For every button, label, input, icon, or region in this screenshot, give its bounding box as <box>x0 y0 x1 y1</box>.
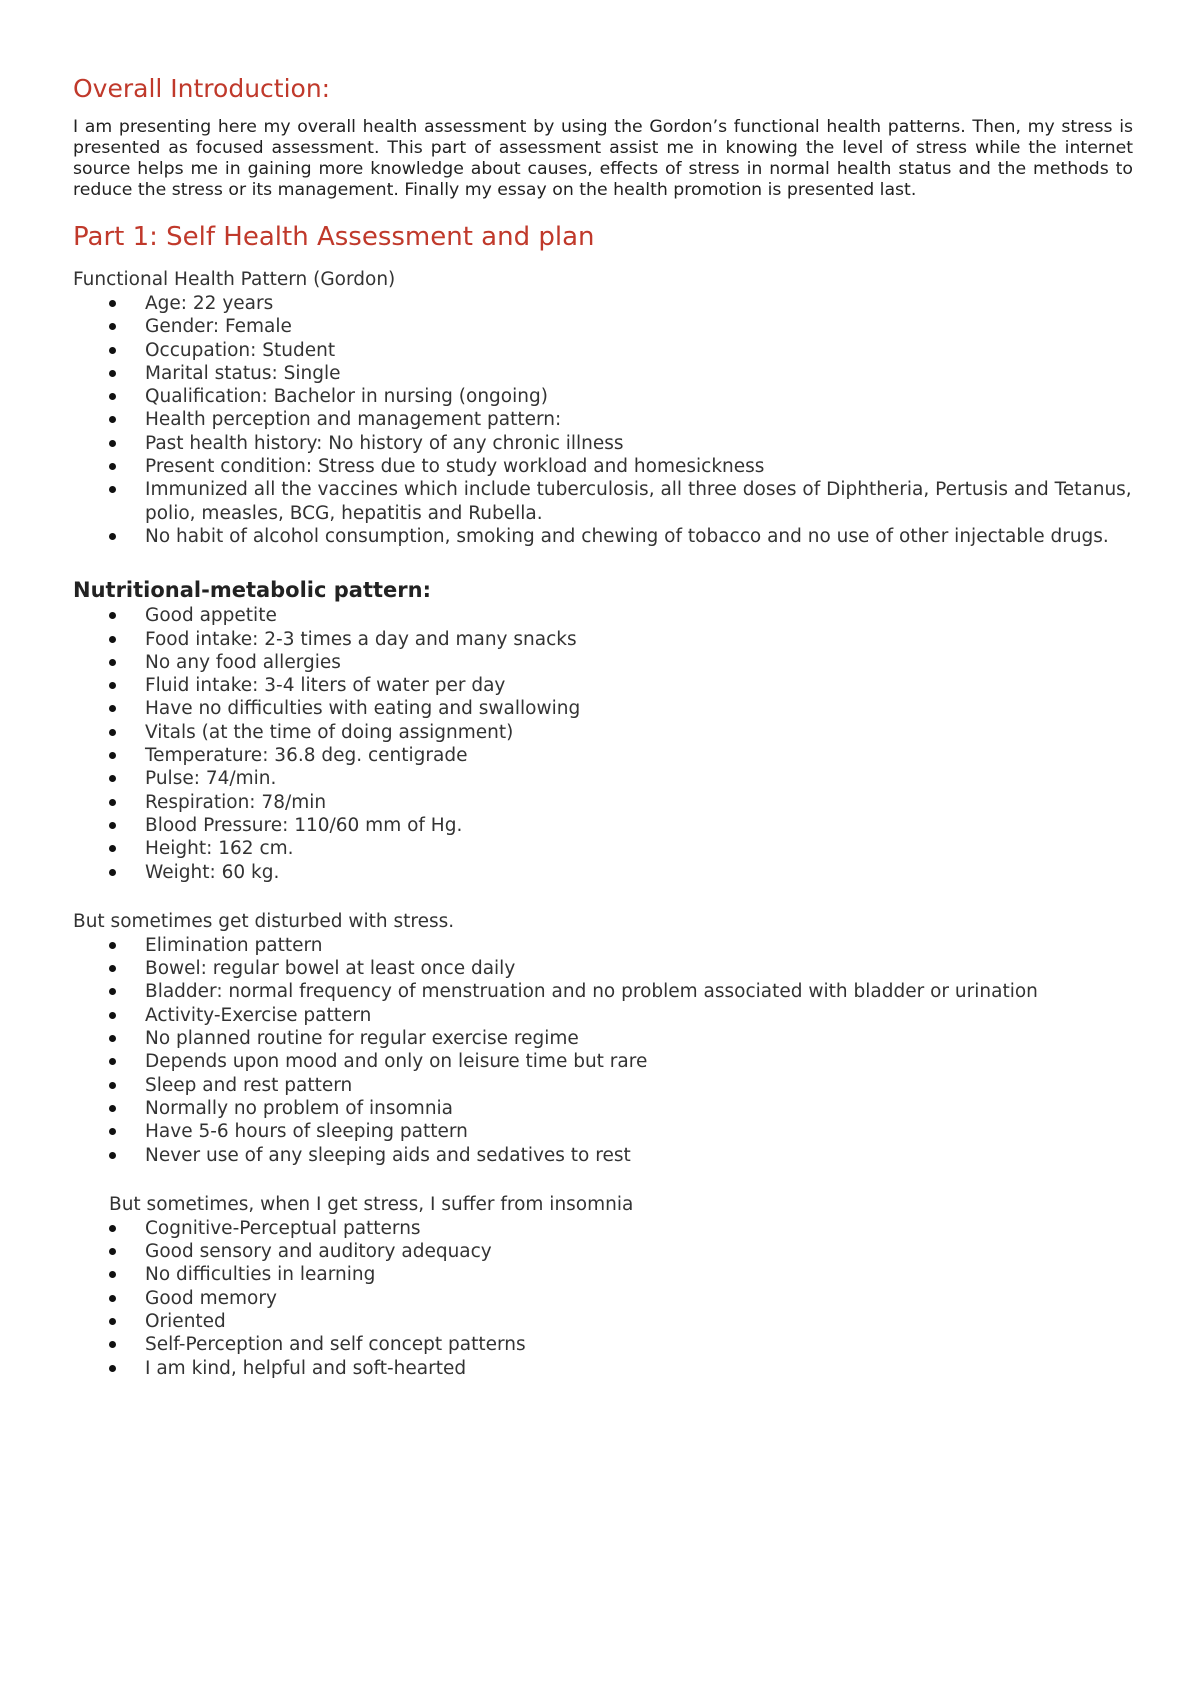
list-item-text: Never use of any sleeping aids and sedatives to rest <box>145 1144 631 1166</box>
list-item <box>73 674 1133 697</box>
bullet-icon <box>109 1225 116 1232</box>
list-item <box>73 744 1133 767</box>
list-item-text: Bowel: regular bowel at least once daily <box>145 958 516 980</box>
bullet-icon <box>109 300 116 307</box>
bullet-icon <box>109 682 116 689</box>
list-item <box>73 651 1133 674</box>
list-item <box>73 1287 1133 1310</box>
bullet-icon <box>109 1105 116 1112</box>
list-item-text: I am kind, helpful and soft-hearted <box>145 1357 467 1379</box>
list-item-text: No habit of alcohol consumption, smoking and chewing of tobacco and no use of other injectable drugs. <box>145 525 1109 547</box>
bullet-icon <box>109 988 116 995</box>
bullet-icon <box>109 965 116 972</box>
list-item-text: Good memory <box>145 1287 277 1309</box>
list-item-text: Sleep and rest pattern <box>145 1074 353 1096</box>
bullet-icon <box>109 612 116 619</box>
list-item-text: Normally no problem of insomnia <box>145 1097 454 1119</box>
list-item <box>73 315 1133 338</box>
list-item-text: Oriented <box>145 1310 226 1332</box>
list-item <box>73 339 1133 362</box>
list-item <box>73 837 1133 860</box>
list-item <box>73 1240 1133 1263</box>
bullet-icon <box>109 370 116 377</box>
list-item-text: Present condition: Stress due to study workload and homesickness <box>145 456 765 478</box>
list-item <box>73 721 1133 744</box>
bullet-icon <box>109 705 116 712</box>
list-item-text: Past health history: No history of any chronic illness <box>145 432 624 454</box>
bullet-icon <box>109 1012 116 1019</box>
list-item-text: Food intake: 2-3 times a day and many snacks <box>145 628 577 650</box>
list-item-text: Depends upon mood and only on leisure time but rare <box>145 1051 648 1073</box>
list-item-text: No difficulties in learning <box>145 1264 376 1286</box>
list-item <box>73 814 1133 837</box>
list-item <box>73 1144 1133 1167</box>
bullet-icon <box>109 323 116 330</box>
cognitive-list <box>73 1217 1133 1380</box>
bullet-icon <box>109 533 116 540</box>
list-item-text: Marital status: Single <box>145 362 341 384</box>
list-item <box>73 957 1133 980</box>
bullet-icon <box>109 1035 116 1042</box>
bullet-icon <box>109 440 116 447</box>
nutrition-note: But sometimes get disturbed with stress. <box>73 910 455 932</box>
list-item <box>73 1333 1133 1356</box>
bullet-icon <box>109 775 116 782</box>
intro-paragraph: I am presenting here my overall health assessment by using the Gordon’s functional health patterns. Then, my stress is presented as focused assessment. This part of assessment assist me in knowing the level of stress while the internet source helps me in gaining more knowledge about causes, effects of stress in normal health status and the methods to reduce the stress or its management. Finally my essay on the health promotion is presented last. <box>73 117 1133 200</box>
list-item-text: Have 5-6 hours of sleeping pattern <box>145 1121 468 1143</box>
bullet-icon <box>109 1341 116 1348</box>
bullet-icon <box>109 636 116 643</box>
list-item <box>73 1120 1133 1143</box>
elimination-list <box>73 934 1133 1167</box>
bullet-icon <box>109 347 116 354</box>
list-item <box>73 478 1133 525</box>
list-item <box>73 980 1133 1003</box>
document-content <box>73 72 1133 1380</box>
list-item-text: Fluid intake: 3-4 liters of water per day <box>145 675 506 697</box>
list-item-text: Vitals (at the time of doing assignment) <box>145 721 514 743</box>
list-item-text: Good appetite <box>145 605 277 627</box>
part1-heading: Part 1: Self Health Assessment and plan <box>73 222 595 252</box>
list-item <box>73 362 1133 385</box>
demographics-list <box>73 292 1133 408</box>
list-item <box>73 292 1133 315</box>
list-item <box>73 1357 1133 1380</box>
list-item <box>73 385 1133 408</box>
bullet-icon <box>109 942 116 949</box>
bullet-icon <box>109 659 116 666</box>
list-item <box>73 432 1133 455</box>
list-item <box>73 767 1133 790</box>
list-item <box>73 697 1133 720</box>
bullet-icon <box>109 869 116 876</box>
elimination-note: But sometimes, when I get stress, I suffer from insomnia <box>109 1193 634 1215</box>
bullet-icon <box>109 1318 116 1325</box>
list-item <box>73 1050 1133 1073</box>
bullet-icon <box>109 1152 116 1159</box>
list-item <box>73 628 1133 651</box>
bullet-icon <box>109 463 116 470</box>
list-item-text: Age: 22 years <box>145 293 274 314</box>
health-perception-list <box>73 408 1133 548</box>
bullet-icon <box>109 393 116 400</box>
list-item-text: No any food allergies <box>145 651 341 673</box>
bullet-icon <box>109 1365 116 1372</box>
list-item <box>73 791 1133 814</box>
bullet-icon <box>109 1058 116 1065</box>
bullet-icon <box>109 486 116 493</box>
list-item <box>73 1263 1133 1286</box>
list-item-text: Temperature: 36.8 deg. centigrade <box>145 745 468 767</box>
list-item-text: No planned routine for regular exercise regime <box>145 1028 579 1050</box>
list-item-text: Health perception and management pattern: <box>145 409 562 431</box>
list-item <box>73 1004 1133 1027</box>
list-item-text: Pulse: 74/min. <box>145 768 277 790</box>
list-item-text: Cognitive-Perceptual patterns <box>145 1217 421 1239</box>
bullet-icon <box>109 1248 116 1255</box>
list-item-text: Activity-Exercise pattern <box>145 1004 372 1026</box>
list-item-text: Respiration: 78/min <box>145 791 327 813</box>
list-item-text: Blood Pressure: 110/60 mm of Hg. <box>145 814 463 836</box>
list-item-text: Self-Perception and self concept patterns <box>145 1334 526 1356</box>
bullet-icon <box>109 1295 116 1302</box>
list-item-text: Height: 162 cm. <box>145 838 294 860</box>
bullet-icon <box>109 1271 116 1278</box>
list-item <box>73 861 1133 884</box>
list-item-text: Weight: 60 kg. <box>145 861 280 883</box>
bullet-icon <box>109 845 116 852</box>
bullet-icon <box>109 799 116 806</box>
list-item <box>73 1217 1133 1240</box>
list-item-text: Qualification: Bachelor in nursing (ongoing) <box>145 386 548 408</box>
list-item-text: Bladder: normal frequency of menstruation and no problem associated with bladder or urination <box>145 981 1038 1003</box>
list-item <box>73 1310 1133 1333</box>
list-item <box>73 1097 1133 1120</box>
list-item-text: Occupation: Student <box>145 339 336 361</box>
part1-subtitle: Functional Health Pattern (Gordon) <box>73 269 396 290</box>
bullet-icon <box>109 822 116 829</box>
bullet-icon <box>109 1082 116 1089</box>
bullet-icon <box>109 729 116 736</box>
list-item-text: Immunized all the vaccines which include tuberculosis, all three doses of Diphtheria, Pertusis and Tetanus, polio, measles, BCG, hepatitis and Rubella. <box>145 479 1132 524</box>
list-item <box>73 604 1133 627</box>
list-item-text: Good sensory and auditory adequacy <box>145 1241 492 1263</box>
list-item <box>73 1074 1133 1097</box>
list-item <box>73 455 1133 478</box>
intro-heading: Overall Introduction: <box>73 74 331 103</box>
list-item <box>73 1027 1133 1050</box>
bullet-icon <box>109 416 116 423</box>
list-item <box>73 934 1133 957</box>
list-item-text: Have no difficulties with eating and swallowing <box>145 698 581 720</box>
nutrition-list <box>73 604 1133 884</box>
list-item <box>73 408 1133 431</box>
list-item-text: Gender: Female <box>145 316 292 338</box>
nutrition-heading: Nutritional-metabolic pattern: <box>73 578 431 603</box>
list-item-text: Elimination pattern <box>145 934 323 956</box>
bullet-icon <box>109 1128 116 1135</box>
list-item <box>73 525 1133 548</box>
bullet-icon <box>109 752 116 759</box>
